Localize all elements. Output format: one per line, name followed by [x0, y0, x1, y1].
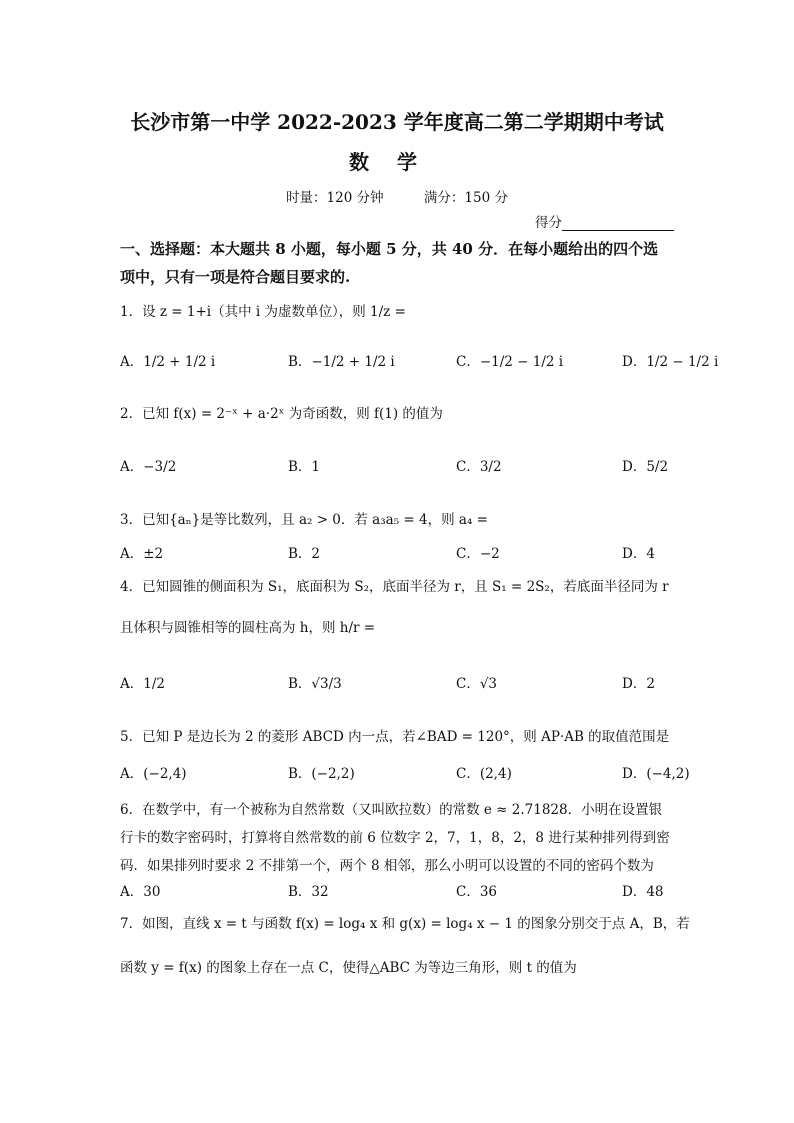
exam-meta — [0, 186, 794, 206]
question-3-option-c[interactable]: C．−2 — [456, 546, 500, 562]
question-6-stem-line1: 6．在数学中，有一个被称为自然常数（又叫欧拉数）的常数 e ≈ 2.71828．小明在设置银 — [120, 802, 663, 818]
question-1-option-b[interactable]: B．−1/2 + 1/2 i — [288, 354, 395, 370]
question-5-option-c[interactable]: C．(2,4) — [456, 766, 512, 782]
full-score: 满分：150 分 — [423, 190, 508, 206]
question-5-stem: 5．已知 P 是边长为 2 的菱形 ABCD 内一点，若∠BAD = 120°，则 AP·AB 的取值范围是 — [120, 729, 670, 745]
question-7-stem-line2: 函数 y = f(x) 的图象上存在一点 C，使得△ABC 为等边三角形，则 t 的值为 — [120, 960, 577, 976]
section-heading-line2: 项中，只有一项是符合题目要求的. — [120, 268, 351, 286]
score-blank[interactable] — [562, 216, 674, 231]
question-4-option-b[interactable]: B．√3/3 — [288, 676, 342, 692]
score-field[interactable] — [535, 211, 674, 231]
question-2-option-b[interactable]: B．1 — [288, 459, 321, 475]
question-2-option-c[interactable]: C．3/2 — [456, 459, 502, 475]
subject-title: 数学 — [349, 150, 445, 174]
question-3-option-b[interactable]: B．2 — [288, 546, 321, 562]
question-3-option-a[interactable]: A．±2 — [120, 546, 164, 562]
question-2-option-a[interactable]: A．−3/2 — [120, 459, 177, 475]
question-6-option-d[interactable]: D．48 — [622, 884, 664, 900]
question-2-stem: 2．已知 f(x) = 2⁻ˣ + a·2ˣ 为奇函数，则 f(1) 的值为 — [120, 406, 443, 422]
question-5-option-d[interactable]: D．(−4,2) — [622, 766, 690, 782]
exam-title: 长沙市第一中学 2022-2023 学年度高二第二学期期中考试 — [130, 110, 664, 134]
question-5-option-a[interactable]: A．(−2,4) — [120, 766, 187, 782]
question-4-option-a[interactable]: A．1/2 — [120, 676, 165, 692]
question-7-stem-line1: 7．如图，直线 x = t 与函数 f(x) = log₄ x 和 g(x) = log₄ x − 1 的图象分别交于点 A，B，若 — [120, 916, 690, 932]
question-6-option-c[interactable]: C．36 — [456, 884, 498, 900]
question-4-option-c[interactable]: C．√3 — [456, 676, 498, 692]
question-6-stem-line2: 行卡的数字密码时，打算将自然常数的前 6 位数字 2，7，1，8，2，8 进行某种排列得到密 — [120, 830, 670, 846]
time-limit: 时量：120 分钟 — [286, 190, 384, 206]
score-label: 得分 — [535, 215, 562, 231]
question-6-option-a[interactable]: A．30 — [120, 884, 161, 900]
section-heading-line1: 一、选择题：本大题共 8 小题，每小题 5 分，共 40 分．在每小题给出的四个选 — [120, 240, 659, 258]
question-4-stem-line1: 4．已知圆锥的侧面积为 S₁，底面积为 S₂，底面半径为 r，且 S₁ = 2S₂，若底面半径同为 r — [120, 579, 669, 595]
question-1-option-d[interactable]: D．1/2 − 1/2 i — [622, 354, 719, 370]
question-1-stem: 1．设 z = 1+i（其中 i 为虚数单位），则 1/z = — [120, 304, 406, 320]
question-6-stem-line3: 码．如果排列时要求 2 不排第一个，两个 8 相邻，那么小明可以设置的不同的密码个数为 — [120, 858, 654, 874]
question-4-stem-line2: 且体积与圆锥相等的圆柱高为 h，则 h/r = — [120, 620, 376, 636]
question-6-option-b[interactable]: B．32 — [288, 884, 329, 900]
question-3-option-d[interactable]: D．4 — [622, 546, 655, 562]
question-2-option-d[interactable]: D．5/2 — [622, 459, 669, 475]
question-5-option-b[interactable]: B．(−2,2) — [288, 766, 355, 782]
question-1-option-c[interactable]: C．−1/2 − 1/2 i — [456, 354, 564, 370]
question-3-stem: 3．已知{aₙ}是等比数列，且 a₂ > 0．若 a₃a₅ = 4，则 a₄ = — [120, 512, 488, 528]
question-1-option-a[interactable]: A．1/2 + 1/2 i — [120, 354, 216, 370]
question-4-option-d[interactable]: D．2 — [622, 676, 655, 692]
